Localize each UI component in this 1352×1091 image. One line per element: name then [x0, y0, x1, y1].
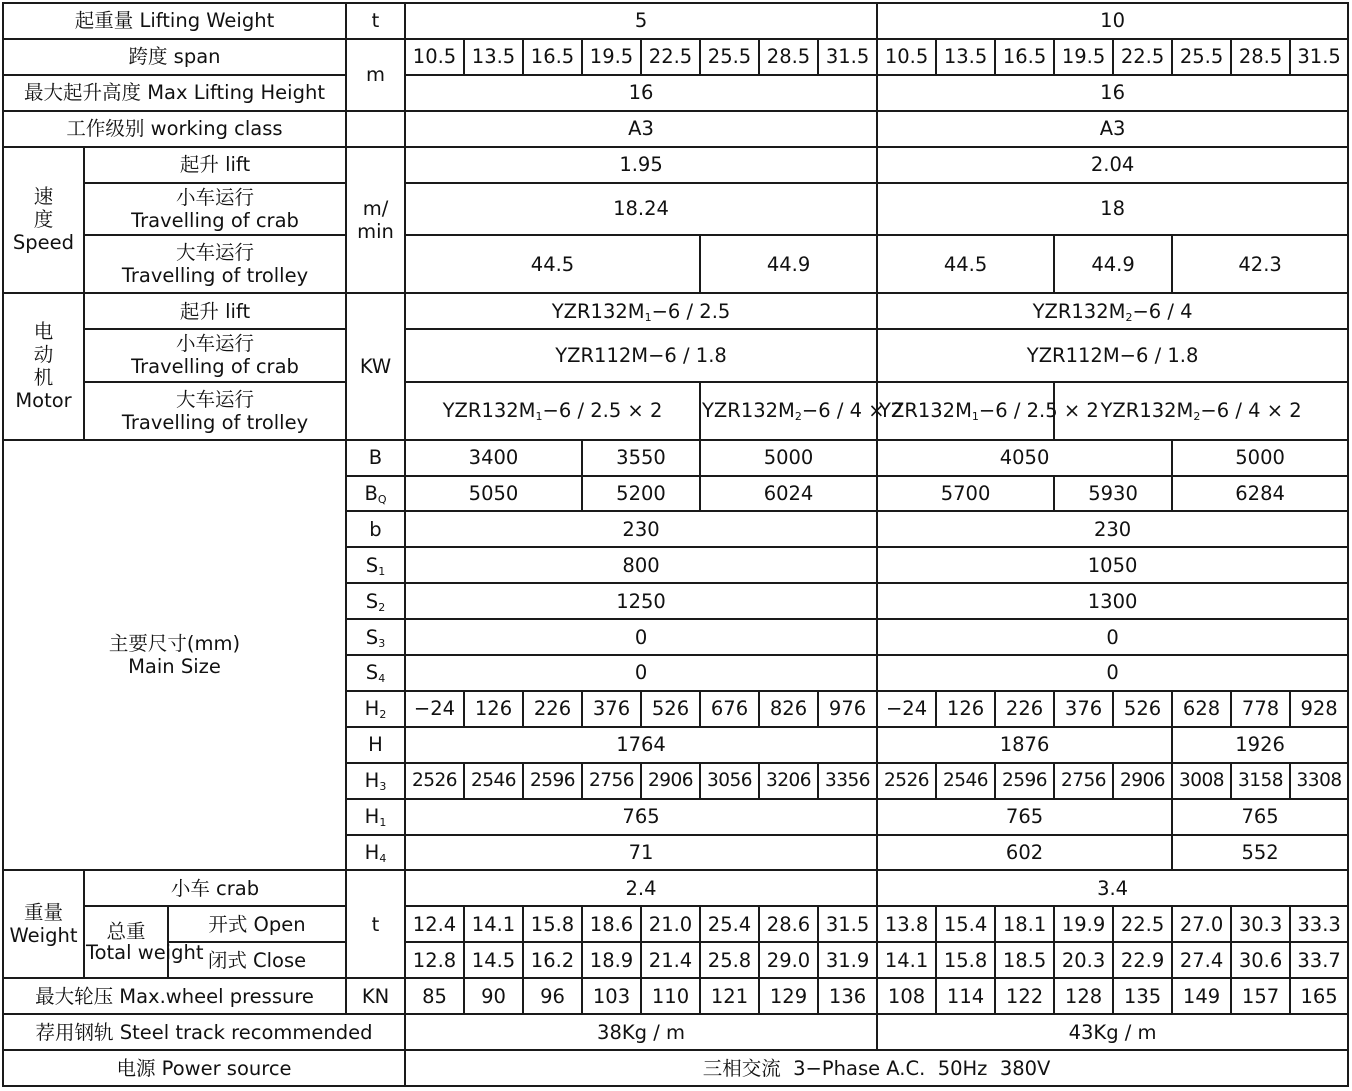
cell-weight-open: 13.8 — [877, 906, 936, 942]
cell-dim-H: 1764 — [405, 727, 877, 763]
label-wheel-pressure: 最大轮压 Max.wheel pressure — [3, 978, 346, 1014]
unit-speed — [346, 147, 405, 293]
cell-motor-lift-10: $YZR132M_2-6 / 4$ — [877, 293, 1348, 329]
crab-label-en: Travelling of crab — [131, 355, 299, 379]
cell-weight-open: 27.0 — [1172, 906, 1231, 942]
cell-weight-close: 21.4 — [641, 942, 700, 978]
cell-span: 28.5 — [759, 39, 818, 75]
cell-motor-trolley: $YZR132M_2-6 / 4 \times 2$ — [1054, 382, 1348, 440]
crab-label-en: Travelling of crab — [131, 208, 299, 232]
unit-kw: KW — [346, 293, 405, 439]
cell-span: 16.5 — [995, 39, 1054, 75]
cell-dim-H2: 676 — [700, 691, 759, 727]
cell-weight-open: 22.5 — [1113, 906, 1172, 942]
cell-dim-H3: 2526 — [405, 763, 464, 799]
weight-label-cn: 重量 — [23, 901, 63, 925]
unit-m: m — [346, 39, 405, 111]
cell-weight-close: 33.7 — [1290, 942, 1348, 978]
trolley-label-cn: 大车运行 — [175, 241, 254, 265]
cell-weight-crab-5: 2.4 — [405, 870, 877, 906]
dim-label-S1: $S_1$ — [346, 547, 405, 583]
row-power-source — [3, 1050, 1348, 1086]
cell-dim-H4: 602 — [877, 835, 1172, 871]
label-max-height: 最大起升高度 Max Lifting Height — [3, 75, 346, 111]
cell-dim-H2: 226 — [523, 691, 582, 727]
cell-dim-BQ: 5200 — [582, 476, 700, 512]
cell-dim-H3: 3356 — [818, 763, 877, 799]
label-working-class: 工作级别 working class — [3, 111, 346, 147]
cell-dim-H3: 2546 — [464, 763, 523, 799]
row-motor-trolley — [3, 382, 1348, 440]
cell-span: 10.5 — [877, 39, 936, 75]
row-lifting-weight — [3, 3, 1348, 39]
cell-dim-S1: 1050 — [877, 547, 1348, 583]
row-weight-crab — [3, 870, 1348, 906]
group-speed — [3, 147, 84, 293]
cell-dim-S2: 1300 — [877, 583, 1348, 619]
cell-weight-open: 18.1 — [995, 906, 1054, 942]
cell-weight-close: 18.5 — [995, 942, 1054, 978]
cell-weight-open: 25.4 — [700, 906, 759, 942]
label-motor-crab — [84, 329, 346, 382]
cell-dim-H3: 2596 — [995, 763, 1054, 799]
weight-label-en: Weight — [9, 924, 78, 948]
total-weight-label-en: Total weight — [86, 941, 204, 965]
cell-speed-crab-5: 18.24 — [405, 183, 877, 236]
cell-speed-lift-5: 1.95 — [405, 147, 877, 183]
group-weight — [3, 870, 84, 978]
cell-dim-H2: 126 — [936, 691, 995, 727]
crab-label-cn: 小车运行 — [175, 332, 254, 356]
row-steel-track — [3, 1014, 1348, 1050]
cell-working-class-5: A3 — [405, 111, 877, 147]
cell-max-height-5: 16 — [405, 75, 877, 111]
cell-dim-H2: 526 — [641, 691, 700, 727]
unit-speed-m: m/ — [362, 196, 389, 220]
cell-dim-H3: 2756 — [582, 763, 641, 799]
cell-motor-crab-10: YZR112M−6 / 1.8 — [877, 329, 1348, 382]
cell-wheel-pressure: 103 — [582, 978, 641, 1014]
unit-t: t — [346, 3, 405, 39]
cell-weight-crab-10: 3.4 — [877, 870, 1348, 906]
cell-dim-S1: 800 — [405, 547, 877, 583]
cell-weight-close: 14.1 — [877, 942, 936, 978]
cell-motor-trolley: $YZR132M_1-6 / 2.5 \times 2$ — [877, 382, 1054, 440]
label-weight-close: 闭式 Close — [168, 942, 346, 978]
label-weight-open: 开式 Open — [168, 906, 346, 942]
group-main-size — [3, 440, 346, 871]
cell-weight-open: 18.6 — [582, 906, 641, 942]
cell-weight-close: 12.8 — [405, 942, 464, 978]
cell-dim-H: 1876 — [877, 727, 1172, 763]
cell-max-height-10: 16 — [877, 75, 1348, 111]
cell-span: 13.5 — [464, 39, 523, 75]
cell-motor-trolley: $YZR132M_1-6 / 2.5 \times 2$ — [405, 382, 700, 440]
cell-dim-H3: 2756 — [1054, 763, 1113, 799]
cell-span: 10.5 — [405, 39, 464, 75]
cell-dim-H3: 2526 — [877, 763, 936, 799]
cell-weight-close: 18.9 — [582, 942, 641, 978]
cell-dim-H2: 226 — [995, 691, 1054, 727]
cell-dim-H2: −24 — [405, 691, 464, 727]
cell-weight-close: 25.8 — [700, 942, 759, 978]
cell-dim-S4: 0 — [877, 655, 1348, 691]
cell-wheel-pressure: 157 — [1231, 978, 1290, 1014]
cell-weight-close: 22.9 — [1113, 942, 1172, 978]
cell-dim-S3: 0 — [877, 619, 1348, 655]
motor-label-en: Motor — [15, 389, 72, 413]
cell-dim-H3: 3308 — [1290, 763, 1348, 799]
trolley-label-cn: 大车运行 — [175, 387, 254, 411]
cell-dim-S4: 0 — [405, 655, 877, 691]
cell-wheel-pressure: 129 — [759, 978, 818, 1014]
cell-wheel-pressure: 121 — [700, 978, 759, 1014]
cell-weight-close: 15.8 — [936, 942, 995, 978]
unit-kn: KN — [346, 978, 405, 1014]
cell-dim-B: 5000 — [1172, 440, 1348, 476]
cell-speed-lift-10: 2.04 — [877, 147, 1348, 183]
cell-dim-H3: 2596 — [523, 763, 582, 799]
cell-speed-trolley: 44.5 — [877, 235, 1054, 293]
cell-weight-open: 31.5 — [818, 906, 877, 942]
cell-wheel-pressure: 136 — [818, 978, 877, 1014]
cell-wheel-pressure: 96 — [523, 978, 582, 1014]
cell-span: 22.5 — [1113, 39, 1172, 75]
crab-label-cn: 小车运行 — [175, 185, 254, 209]
cell-dim-H3: 3158 — [1231, 763, 1290, 799]
cell-dim-BQ: 6024 — [700, 476, 877, 512]
row-motor-crab — [3, 329, 1348, 382]
dim-label-S3: $S_3$ — [346, 619, 405, 655]
motor-label-cn: 电 动 机 — [33, 320, 54, 390]
cell-dim-H3: 2906 — [1113, 763, 1172, 799]
cell-dim-B: 5000 — [700, 440, 877, 476]
cell-speed-trolley: 44.9 — [700, 235, 877, 293]
cell-steel-track-10: 43Kg / m — [877, 1014, 1348, 1050]
cell-speed-trolley: 44.5 — [405, 235, 700, 293]
cell-dim-B: 3550 — [582, 440, 700, 476]
cell-wheel-pressure: 108 — [877, 978, 936, 1014]
unit-speed-min: min — [357, 219, 394, 243]
main-size-label-cn: 主要尺寸(mm) — [108, 632, 241, 656]
total-weight-label-cn: 总重 — [106, 919, 146, 943]
cell-dim-H2: 126 — [464, 691, 523, 727]
label-motor-trolley — [84, 382, 346, 440]
cell-weight-open: 14.1 — [464, 906, 523, 942]
cell-weight-open: 15.8 — [523, 906, 582, 942]
label-motor-lift: 起升 lift — [84, 293, 346, 329]
cell-power-source: 三相交流 3−Phase A.C. 50Hz 380V — [405, 1050, 1348, 1086]
cell-weight-open: 30.3 — [1231, 906, 1290, 942]
cell-weight-close: 16.2 — [523, 942, 582, 978]
cell-speed-trolley: 44.9 — [1054, 235, 1172, 293]
cell-dim-H3: 3206 — [759, 763, 818, 799]
label-lifting-weight: 起重量 Lifting Weight — [3, 3, 346, 39]
dim-label-H4: $H_4$ — [346, 835, 405, 871]
cell-weight-open: 12.4 — [405, 906, 464, 942]
row-motor-lift — [3, 293, 1348, 329]
dim-label-H2: $H_2$ — [346, 691, 405, 727]
label-speed-crab — [84, 183, 346, 236]
unit-weight-t: t — [346, 870, 405, 978]
cell-span: 13.5 — [936, 39, 995, 75]
cell-wheel-pressure: 110 — [641, 978, 700, 1014]
cell-dim-H2: 526 — [1113, 691, 1172, 727]
cell-weight-open: 33.3 — [1290, 906, 1348, 942]
cell-wheel-pressure: 122 — [995, 978, 1054, 1014]
dim-label-S2: $S_2$ — [346, 583, 405, 619]
row-speed-crab — [3, 183, 1348, 236]
crane-spec-table — [2, 2, 1349, 1087]
cell-dim-S2: 1250 — [405, 583, 877, 619]
cell-dim-H3: 2546 — [936, 763, 995, 799]
cell-dim-BQ: 5700 — [877, 476, 1054, 512]
cell-wheel-pressure: 149 — [1172, 978, 1231, 1014]
unit-empty — [346, 111, 405, 147]
cell-weight-close: 20.3 — [1054, 942, 1113, 978]
cell-weight-open: 28.6 — [759, 906, 818, 942]
row-working-class — [3, 111, 1348, 147]
cell-dim-H1: 765 — [1172, 799, 1348, 835]
cell-dim-BQ: 6284 — [1172, 476, 1348, 512]
cell-dim-H2: 778 — [1231, 691, 1290, 727]
cell-dim-H1: 765 — [877, 799, 1172, 835]
row-speed-lift — [3, 147, 1348, 183]
cell-wheel-pressure: 90 — [464, 978, 523, 1014]
cell-weight-close: 29.0 — [759, 942, 818, 978]
label-weight-crab: 小车 crab — [84, 870, 346, 906]
cell-dim-B: 4050 — [877, 440, 1172, 476]
label-power-source: 电源 Power source — [3, 1050, 405, 1086]
row-weight-open — [3, 906, 1348, 942]
cell-span: 31.5 — [1290, 39, 1348, 75]
cell-speed-trolley: 42.3 — [1172, 235, 1348, 293]
cell-wheel-pressure: 165 — [1290, 978, 1348, 1014]
label-steel-track: 荐用钢轨 Steel track recommended — [3, 1014, 405, 1050]
cell-span: 25.5 — [700, 39, 759, 75]
cell-dim-B: 3400 — [405, 440, 582, 476]
cell-dim-H3: 2906 — [641, 763, 700, 799]
dim-label-H: H — [346, 727, 405, 763]
cell-weight-open: 15.4 — [936, 906, 995, 942]
cell-dim-H2: 976 — [818, 691, 877, 727]
cell-span: 19.5 — [1054, 39, 1113, 75]
row-speed-trolley — [3, 235, 1348, 293]
cell-dim-H2: 628 — [1172, 691, 1231, 727]
cell-dim-H1: 765 — [405, 799, 877, 835]
cell-weight-open: 19.9 — [1054, 906, 1113, 942]
cell-wheel-pressure: 135 — [1113, 978, 1172, 1014]
cell-dim-H4: 552 — [1172, 835, 1348, 871]
cell-weight-close: 30.6 — [1231, 942, 1290, 978]
cell-span: 22.5 — [641, 39, 700, 75]
cell-dim-H4: 71 — [405, 835, 877, 871]
label-speed-trolley — [84, 235, 346, 293]
cell-dim-H: 1926 — [1172, 727, 1348, 763]
cell-span: 19.5 — [582, 39, 641, 75]
dim-label-b: b — [346, 511, 405, 547]
trolley-label-en: Travelling of trolley — [121, 264, 309, 288]
cell-steel-track-5: 38Kg / m — [405, 1014, 877, 1050]
dim-label-BQ: $B_Q$ — [346, 476, 405, 512]
row-max-height — [3, 75, 1348, 111]
main-size-label-en: Main Size — [128, 655, 221, 679]
dim-label-H1: $H_1$ — [346, 799, 405, 835]
cell-dim-H2: 928 — [1290, 691, 1348, 727]
cell-dim-b: 230 — [877, 511, 1348, 547]
cell-dim-S3: 0 — [405, 619, 877, 655]
cell-weight-close: 27.4 — [1172, 942, 1231, 978]
dim-label-S4: $S_4$ — [346, 655, 405, 691]
cell-weight-open: 21.0 — [641, 906, 700, 942]
cell-span: 28.5 — [1231, 39, 1290, 75]
cell-motor-crab-5: YZR112M−6 / 1.8 — [405, 329, 877, 382]
label-span: 跨度 span — [3, 39, 346, 75]
speed-label-cn: 速 度 — [33, 185, 54, 232]
cell-wheel-pressure: 128 — [1054, 978, 1113, 1014]
dim-label-H3: $H_3$ — [346, 763, 405, 799]
row-weight-close — [3, 942, 1348, 978]
cell-span: 25.5 — [1172, 39, 1231, 75]
cell-lifting-weight-5: 5 — [405, 3, 877, 39]
cell-dim-H2: 376 — [1054, 691, 1113, 727]
cell-lifting-weight-10: 10 — [877, 3, 1348, 39]
cell-working-class-10: A3 — [877, 111, 1348, 147]
cell-dim-H2: 826 — [759, 691, 818, 727]
label-total-weight — [84, 906, 204, 978]
cell-span: 31.5 — [818, 39, 877, 75]
cell-speed-crab-10: 18 — [877, 183, 1348, 236]
cell-motor-lift-5: $YZR132M_1-6 / 2.5$ — [405, 293, 877, 329]
cell-span: 16.5 — [523, 39, 582, 75]
cell-weight-close: 14.5 — [464, 942, 523, 978]
cell-dim-H3: 3008 — [1172, 763, 1231, 799]
trolley-label-en: Travelling of trolley — [121, 410, 309, 434]
row-wheel-pressure — [3, 978, 1348, 1014]
group-motor — [3, 293, 84, 439]
cell-wheel-pressure: 114 — [936, 978, 995, 1014]
row-span — [3, 39, 1348, 75]
cell-weight-close: 31.9 — [818, 942, 877, 978]
speed-label-en: Speed — [12, 231, 75, 255]
cell-dim-H2: 376 — [582, 691, 641, 727]
cell-dim-BQ: 5930 — [1054, 476, 1172, 512]
dim-label-B: B — [346, 440, 405, 476]
cell-dim-H3: 3056 — [700, 763, 759, 799]
cell-dim-BQ: 5050 — [405, 476, 582, 512]
cell-dim-b: 230 — [405, 511, 877, 547]
cell-wheel-pressure: 85 — [405, 978, 464, 1014]
label-speed-lift: 起升 lift — [84, 147, 346, 183]
cell-dim-H2: −24 — [877, 691, 936, 727]
cell-motor-trolley: $YZR132M_2-6 / 4 \times 2$ — [700, 382, 877, 440]
row-dim-B — [3, 440, 1348, 476]
